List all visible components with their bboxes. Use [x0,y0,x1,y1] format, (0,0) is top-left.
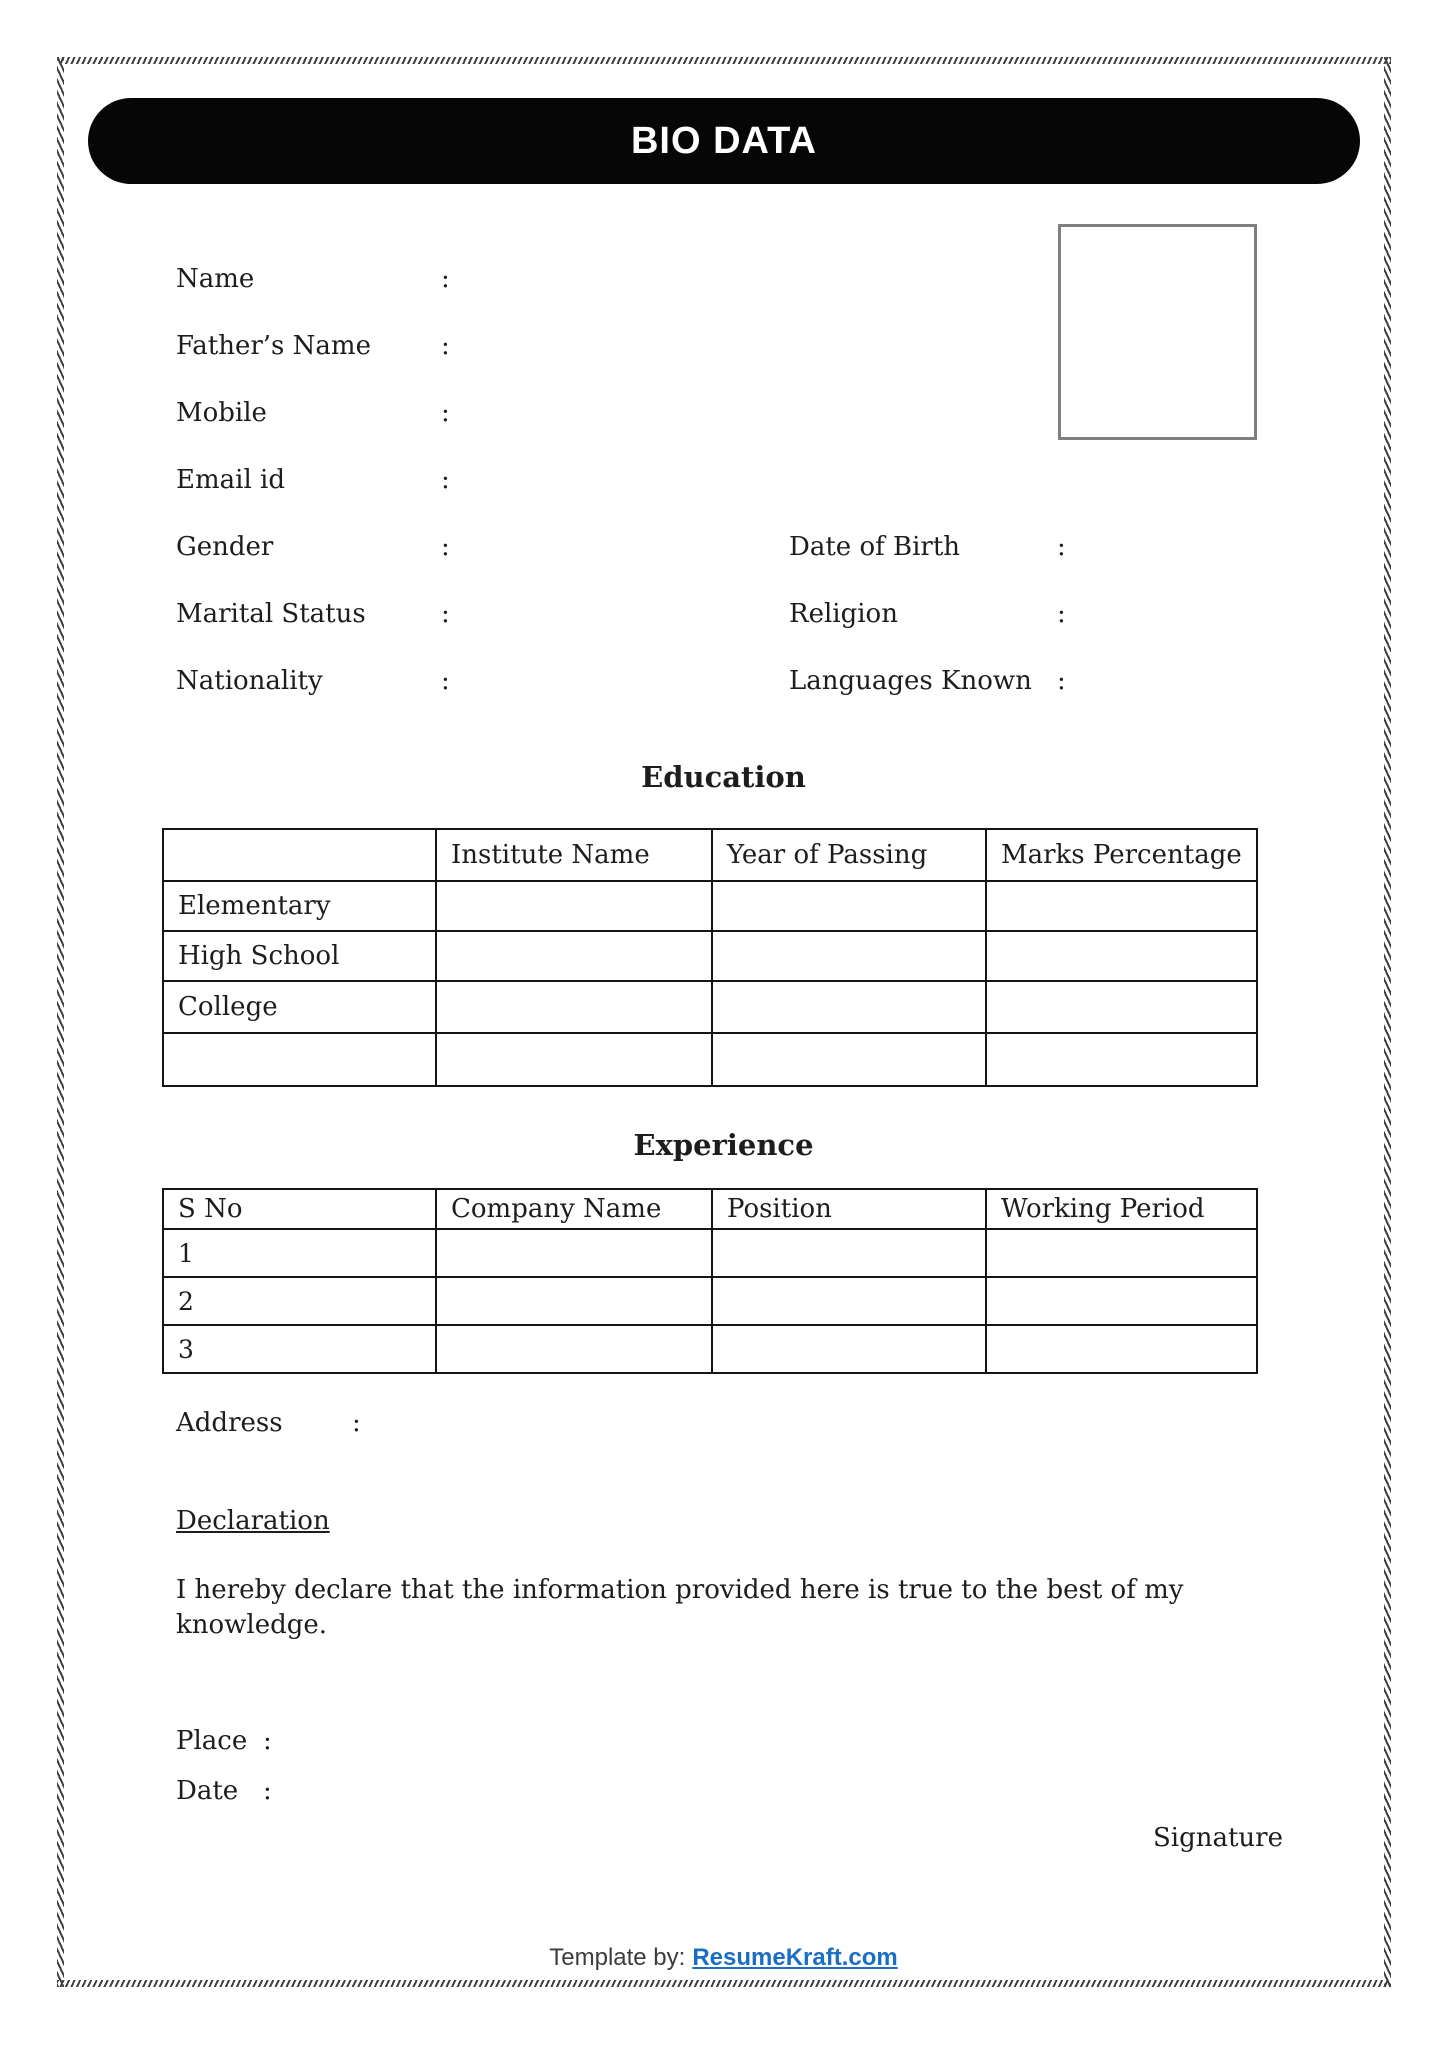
colon: : [441,263,450,294]
table-cell-input[interactable] [712,1277,986,1325]
colon: : [441,330,450,361]
mobile-value-slot[interactable] [476,389,1076,435]
education-header-row [163,829,1257,881]
table-cell-input[interactable] [436,1277,712,1325]
signature-label: Signature [1152,1823,1283,1853]
colon: : [441,665,450,696]
marital-status-value-slot[interactable] [476,590,766,636]
date-of-birth-value-slot[interactable] [1091,523,1266,569]
colon: : [1057,531,1066,562]
page-border-bottom [57,1980,1391,1987]
name-value-slot[interactable] [476,255,1076,301]
field-row-fathers-name [176,312,1276,379]
place-value-slot[interactable] [296,1723,676,1759]
declaration-text: I hereby declare that the information provided here is true to the best of my knowledge. [176,1575,1184,1640]
nationality-value-slot[interactable] [476,657,766,703]
table-cell-input[interactable] [986,1325,1257,1373]
table-cell-input[interactable] [986,981,1257,1033]
marital-status-label: Marital Status [176,598,366,629]
experience-header-row [163,1189,1257,1229]
colon: : [1057,665,1066,696]
date-row [176,1773,676,1809]
colon: : [441,598,450,629]
table-row [163,1033,1257,1086]
email-value-slot[interactable] [476,456,1076,502]
nationality-label: Nationality [176,665,323,696]
table-cell-input[interactable] [436,1325,712,1373]
table-cell-input[interactable] [436,881,712,931]
colon: : [263,1726,272,1756]
field-row-marital-status [176,580,1276,647]
field-row-nationality [176,647,1276,714]
table-cell-input[interactable] [986,881,1257,931]
table-row [163,1277,1257,1325]
colon: : [441,531,450,562]
address-row [176,1405,1076,1441]
fathers-name-label: Father’s Name [176,330,371,361]
education-row-label[interactable] [163,1033,436,1086]
date-of-birth-label: Date of Birth [789,531,961,562]
languages-known-label: Languages Known [789,665,1032,696]
personal-details-section [176,245,1276,714]
table-row [163,881,1257,931]
experience-header-position: Position [712,1189,986,1229]
mobile-label: Mobile [176,397,267,428]
table-cell-input[interactable] [712,1325,986,1373]
table-cell-input[interactable] [436,1229,712,1277]
education-header-empty [163,829,436,881]
table-cell-input[interactable] [712,881,986,931]
table-cell-input[interactable] [986,931,1257,981]
experience-header-company: Company Name [436,1189,712,1229]
table-cell-input[interactable] [712,1033,986,1086]
experience-heading: Experience [633,1128,814,1162]
education-header-year: Year of Passing [712,829,986,881]
email-label: Email id [176,464,285,495]
education-row-label: College [163,981,436,1033]
table-cell-input[interactable] [436,981,712,1033]
colon: : [352,1408,361,1438]
table-cell-input[interactable] [712,931,986,981]
table-cell-input[interactable] [712,1229,986,1277]
languages-known-value-slot[interactable] [1091,657,1266,703]
education-row-label: Elementary [163,881,436,931]
declaration-heading: Declaration [176,1506,330,1536]
table-row [163,981,1257,1033]
gender-label: Gender [176,531,274,562]
experience-header-period: Working Period [986,1189,1257,1229]
experience-row-number: 1 [163,1229,436,1277]
colon: : [263,1776,272,1806]
experience-row-number: 3 [163,1325,436,1373]
religion-value-slot[interactable] [1091,590,1266,636]
footer-prefix: Template by: [549,1944,686,1971]
table-row [163,1325,1257,1373]
page-border-left [57,57,64,1987]
colon: : [441,397,450,428]
colon: : [441,464,450,495]
table-row [163,931,1257,981]
page-title: BIO DATA [630,119,817,162]
field-row-mobile [176,379,1276,446]
page-border-right [1384,57,1391,1987]
religion-label: Religion [789,598,898,629]
education-header-marks: Marks Percentage [986,829,1257,881]
header-bar [88,98,1360,184]
experience-header-sno: S No [163,1189,436,1229]
field-row-gender [176,513,1276,580]
table-cell-input[interactable] [986,1277,1257,1325]
resumekraft-link[interactable]: ResumeKraft.com [692,1944,898,1971]
table-cell-input[interactable] [986,1033,1257,1086]
experience-row-number: 2 [163,1277,436,1325]
colon: : [1057,598,1066,629]
date-value-slot[interactable] [296,1773,676,1809]
education-header-institute: Institute Name [436,829,712,881]
field-row-name [176,245,1276,312]
table-cell-input[interactable] [436,931,712,981]
page-border-top [57,57,1391,64]
table-row [163,1229,1257,1277]
table-cell-input[interactable] [436,1033,712,1086]
education-heading: Education [641,760,806,794]
field-row-email [176,446,1276,513]
place-row [176,1723,676,1759]
table-cell-input[interactable] [712,981,986,1033]
gender-value-slot[interactable] [476,523,766,569]
address-label: Address [176,1408,283,1438]
fathers-name-value-slot[interactable] [476,322,1076,368]
education-row-label: High School [163,931,436,981]
name-label: Name [176,263,255,294]
education-table [162,828,1258,1087]
footer [0,1944,1447,1972]
experience-table [162,1188,1258,1374]
place-label: Place [176,1726,248,1756]
date-label: Date [176,1776,239,1806]
table-cell-input[interactable] [986,1229,1257,1277]
address-value-slot[interactable] [396,1405,1076,1441]
